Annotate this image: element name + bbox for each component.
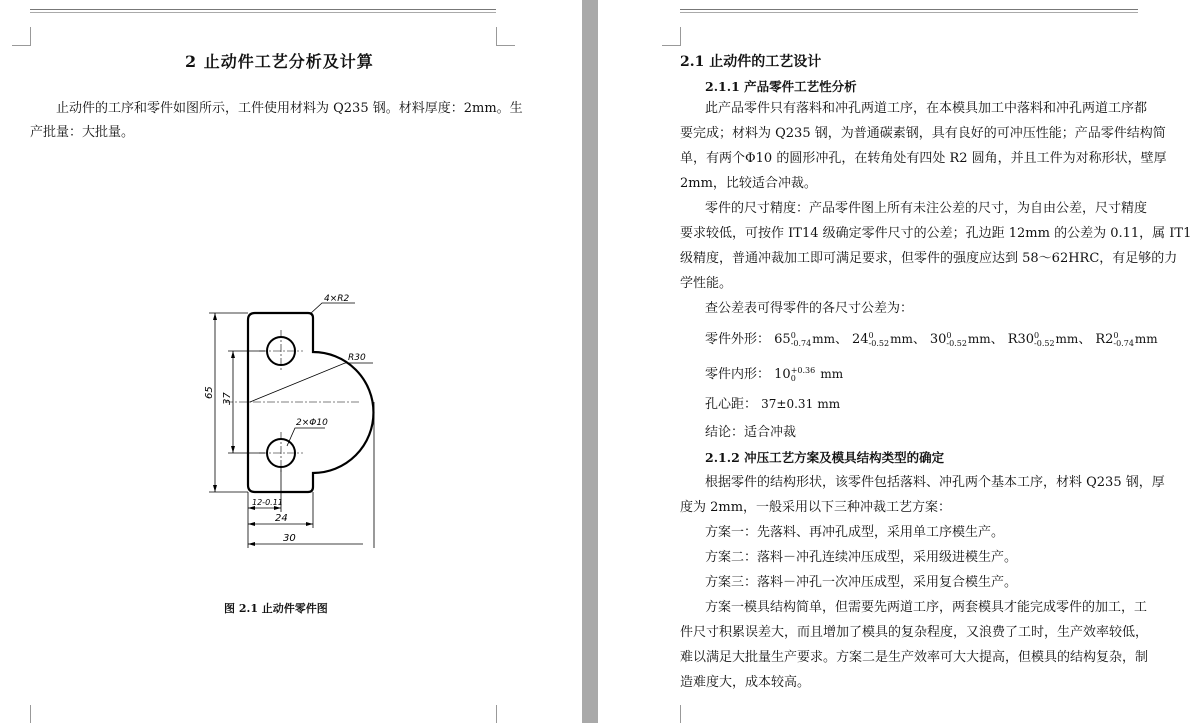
tol-range [869, 332, 890, 348]
p1-line-1: 此产品零件只有落料和冲孔两道工序，在本模具加工中落料和冲孔两道工序都 [705, 101, 1148, 116]
dim-65: 65 [204, 386, 215, 399]
tol-upper: 0 [790, 330, 796, 340]
outer-tolerance-item [930, 332, 1004, 347]
p3: 查公差表可得零件的各尺寸公差为： [705, 301, 914, 316]
tol-base: 24 [852, 332, 869, 347]
figure-caption: 图 2.1 止动件零件图 [224, 602, 328, 615]
intro-line-2: 产批量：大批量。 [30, 125, 135, 140]
outer-tolerance-item [774, 332, 848, 347]
p1-line-2: 要完成；材料为 Q235 钢，为普通碳素钢，具有良好的可冲压性能；产品零件结构简 [680, 126, 1166, 141]
crop-mark-bottom-right [496, 705, 515, 723]
note-r30: R30 [348, 353, 366, 363]
note-r2: 4×R2 [324, 294, 350, 304]
crop-mark-bottom-left [12, 705, 31, 723]
outer-tolerances [705, 331, 1162, 348]
note-holes: 2×Φ10 [296, 418, 328, 428]
p2-line-2: 要求较低，可按作 IT14 级确定零件尺寸的公差；孔边距 12mm 的公差为 0.11，属 IT1 [680, 226, 1191, 241]
tol-base: 30 [929, 332, 947, 347]
inner-unit: mm [820, 367, 844, 381]
header-rule [680, 9, 1138, 10]
tol-unit: mm [890, 332, 913, 346]
tol-lower: -0.52 [868, 338, 890, 348]
p5-line-2: 件尺寸积累误差大，而且增加了模具的复杂程度，又浪费了工时，生产效率较低， [680, 625, 1149, 640]
tol-range [1113, 332, 1134, 348]
p1-line-3: 单，有两个Φ10 的圆形冲孔，在转角处有四处 R2 圆角，并且工件为对称形状，壁厚 [680, 151, 1167, 166]
tol-separator: 、 [1078, 332, 1092, 347]
crop-mark-top-right [496, 27, 515, 46]
header-rule-thin [680, 12, 1138, 13]
p2-line-4: 学性能。 [680, 276, 733, 291]
section-2-1-heading: 2.1 止动件的工艺设计 [680, 54, 822, 70]
p5-line-4: 造难度大，成本较高。 [680, 675, 811, 690]
dim-30: 30 [283, 533, 296, 544]
section-2-1-2-heading: 2.1.2 冲压工艺方案及模具结构类型的确定 [705, 450, 945, 465]
tol-unit: mm [812, 332, 835, 346]
document-page-left [0, 0, 582, 723]
plan-2: 方案二：落料－冲孔连续冲压成型，采用级进模生产。 [705, 550, 1018, 565]
tol-base: R30 [1007, 332, 1035, 347]
header-rule [30, 9, 496, 10]
dim-37: 37 [222, 392, 233, 405]
header-rule-thin [30, 12, 496, 13]
p5-line-1: 方案一模具结构简单，但需要先两道工序，两套模具才能完成零件的加工，工 [705, 600, 1148, 615]
tol-upper: 0 [868, 330, 874, 340]
outer-tolerance-item [1008, 332, 1092, 347]
outer-tolerance-item [852, 332, 926, 347]
tol-unit: mm [967, 332, 991, 346]
inner-tol-upper: +0.36 [790, 365, 816, 375]
part-outline [248, 313, 373, 492]
p1-line-4: 2mm，比较适合冲裁。 [680, 176, 817, 191]
tol-lower: -0.52 [1034, 338, 1055, 348]
center-distance [705, 396, 840, 413]
tol-base: 65 [774, 332, 791, 347]
tol-separator: 、 [990, 332, 1004, 347]
inner-tol-lower: 0 [790, 373, 796, 383]
section-2-1-1-heading: 2.1.1 产品零件工艺性分析 [705, 79, 857, 94]
tol-upper: 0 [1113, 330, 1119, 340]
tol-upper: 0 [1034, 330, 1040, 340]
plan-3: 方案三：落料－冲孔一次冲压成型，采用复合模生产。 [705, 575, 1018, 590]
inner-tol [791, 367, 816, 383]
plan-1: 方案一：先落料、再冲孔成型，采用单工序模生产。 [705, 525, 1005, 540]
chapter-title: 2 止动件工艺分析及计算 [185, 52, 374, 71]
outer-tolerance-list [774, 332, 1162, 347]
p5-line-3: 难以满足大批量生产要求。方案二是生产效率可大大提高，但模具的结构复杂，制 [680, 650, 1149, 665]
leader-holes [287, 428, 325, 446]
tol-range [791, 332, 812, 348]
tol-unit: mm [1134, 332, 1158, 346]
conclusion: 结论：适合冲裁 [705, 425, 797, 440]
dim-12: 12-0.11 [252, 498, 283, 507]
tol-range [946, 332, 967, 348]
inner-label: 零件内形： [705, 367, 771, 382]
p4-line-2: 度为 2mm，一般采用以下三种冲裁工艺方案： [680, 500, 952, 515]
inner-base: 10 [774, 367, 791, 382]
tol-unit: mm [1055, 332, 1079, 346]
p4-line-1: 根据零件的结构形状，该零件包括落料、冲孔两个基本工序，材料 Q235 钢，厚 [705, 475, 1165, 490]
center-label: 孔心距： [705, 397, 758, 412]
outer-tolerance-item [1095, 332, 1157, 347]
intro-line-1: 止动件的工序和零件如图所示，工件使用材料为 Q235 钢。材料厚度：2mm。生 [56, 101, 523, 116]
tol-separator: 、 [834, 332, 848, 347]
tol-upper: 0 [946, 330, 952, 340]
crop-mark-bottom-left [662, 705, 681, 723]
part-drawing [195, 290, 365, 555]
dim-24: 24 [275, 513, 288, 524]
leader-r2 [310, 303, 355, 314]
tol-separator: 、 [912, 332, 926, 347]
tol-range [1034, 332, 1055, 348]
crop-mark-top-left [12, 27, 31, 46]
center-unit: mm [817, 397, 841, 411]
p2-line-1: 零件的尺寸精度：产品零件图上所有未注公差的尺寸，为自由公差，尺寸精度 [705, 201, 1148, 216]
p2-line-3: 级精度，普通冲裁加工即可满足要求，但零件的强度应达到 58～62HRC，有足够的力 [680, 251, 1178, 266]
inner-tolerance [705, 366, 843, 383]
tol-lower: -0.74 [1113, 338, 1134, 348]
crop-mark-top-left [662, 27, 681, 46]
center-value: 37±0.31 [761, 397, 814, 411]
tol-lower: -0.74 [790, 338, 812, 348]
tol-lower: -0.52 [946, 338, 967, 348]
document-page-right [598, 0, 1191, 723]
page-gutter [582, 0, 598, 723]
outer-label: 零件外形： [705, 332, 771, 347]
tol-base: R2 [1095, 332, 1114, 347]
